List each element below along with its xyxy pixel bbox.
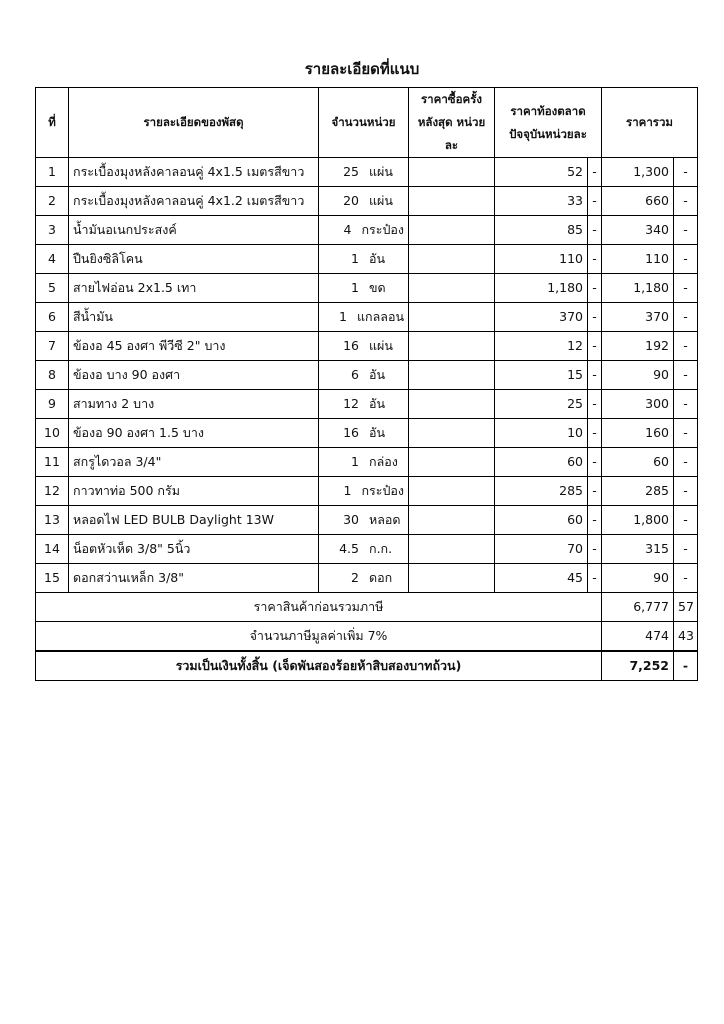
row-quantity: [319, 535, 409, 564]
row-description: ปืนยิงซิลิโคน: [69, 245, 319, 274]
row-total: 285: [602, 477, 674, 506]
row-market-price: 70: [495, 535, 588, 564]
quantity-unit: แผ่น: [369, 163, 393, 179]
row-quantity: [319, 216, 409, 245]
quantity-value: 30: [343, 511, 359, 527]
header-last-price: ราคาซื้อครั้งหลังสุด หน่วยละ: [409, 88, 495, 158]
row-total-satang: -: [674, 535, 698, 564]
row-total-satang: -: [674, 448, 698, 477]
quantity-unit: อัน: [369, 250, 386, 266]
row-market-price: 85: [495, 216, 588, 245]
row-description: ดอกสว่านเหล็ก 3/8": [69, 564, 319, 593]
table-row: [36, 506, 698, 535]
row-description: สกรูไดวอล 3/4": [69, 448, 319, 477]
quantity-value: 16: [343, 337, 359, 353]
row-market-price-satang: -: [588, 419, 602, 448]
row-market-price-satang: -: [588, 477, 602, 506]
row-total: 340: [602, 216, 674, 245]
row-total-satang: -: [674, 274, 698, 303]
row-description: สามทาง 2 บาง: [69, 390, 319, 419]
vat-value: 474: [602, 622, 674, 652]
row-market-price: 370: [495, 303, 588, 332]
row-market-price: 25: [495, 390, 588, 419]
quantity-unit: กระป๋อง: [361, 221, 404, 237]
quantity-unit: กล่อง: [369, 453, 398, 469]
row-total: 660: [602, 187, 674, 216]
row-market-price: 52: [495, 158, 588, 187]
row-market-price-satang: -: [588, 274, 602, 303]
row-market-price: 1,180: [495, 274, 588, 303]
row-number: 11: [36, 448, 69, 477]
vat-row: [36, 622, 698, 652]
table-row: [36, 187, 698, 216]
row-market-price-satang: -: [588, 216, 602, 245]
row-market-price-satang: -: [588, 303, 602, 332]
row-total: 315: [602, 535, 674, 564]
quantity-unit: กระป๋อง: [361, 482, 404, 498]
subtotal-label: ราคาสินค้าก่อนรวมภาษี: [36, 593, 602, 622]
header-no: ที่: [36, 88, 69, 158]
row-last-price: [409, 216, 495, 245]
quantity-unit: อัน: [369, 424, 386, 440]
quantity-unit: ก.ก.: [369, 540, 393, 556]
row-last-price: [409, 390, 495, 419]
row-last-price: [409, 158, 495, 187]
row-total: 160: [602, 419, 674, 448]
row-market-price-satang: -: [588, 245, 602, 274]
grand-total-row: [36, 651, 698, 681]
quantity-value: 1: [351, 250, 359, 266]
page-title: รายละเอียดที่แนบ: [304, 60, 420, 78]
row-last-price: [409, 303, 495, 332]
row-total: 1,180: [602, 274, 674, 303]
row-description: ข้องอ 45 องศา พีวีซี 2" บาง: [69, 332, 319, 361]
quantity-value: 4: [343, 221, 352, 237]
quantity-unit: ขด: [369, 279, 386, 295]
row-total: 90: [602, 564, 674, 593]
row-total: 1,800: [602, 506, 674, 535]
subtotal-value: 6,777: [602, 593, 674, 622]
quantity-value: 2: [351, 569, 359, 585]
quantity-unit: ดอก: [369, 569, 393, 585]
quantity-value: 1: [339, 308, 347, 324]
row-number: 9: [36, 390, 69, 419]
row-total-satang: -: [674, 477, 698, 506]
quantity-unit: แผ่น: [369, 192, 393, 208]
row-quantity: [319, 448, 409, 477]
row-description: น็อตหัวเห็ด 3/8" 5นิ้ว: [69, 535, 319, 564]
row-quantity: [319, 274, 409, 303]
table-row: [36, 361, 698, 390]
row-quantity: [319, 332, 409, 361]
row-quantity: [319, 477, 409, 506]
quantity-unit: อัน: [369, 395, 386, 411]
quantity-value: 6: [351, 366, 359, 382]
row-quantity: [319, 564, 409, 593]
subtotal-satang: 57: [674, 593, 698, 622]
row-market-price-satang: -: [588, 535, 602, 564]
row-description: ข้องอ บาง 90 องศา: [69, 361, 319, 390]
row-number: 3: [36, 216, 69, 245]
row-total-satang: -: [674, 361, 698, 390]
quantity-unit: หลอด: [369, 511, 401, 527]
row-market-price-satang: -: [588, 390, 602, 419]
table-row: [36, 390, 698, 419]
row-number: 1: [36, 158, 69, 187]
grand-total-value: 7,252: [602, 651, 674, 681]
row-number: 15: [36, 564, 69, 593]
row-number: 8: [36, 361, 69, 390]
quantity-value: 1: [351, 453, 359, 469]
quantity-value: 16: [343, 424, 359, 440]
table-row: [36, 216, 698, 245]
row-last-price: [409, 361, 495, 390]
row-quantity: [319, 245, 409, 274]
row-total: 110: [602, 245, 674, 274]
quantity-value: 20: [343, 192, 359, 208]
grand-total-satang: -: [674, 651, 698, 681]
table-row: [36, 419, 698, 448]
row-last-price: [409, 332, 495, 361]
row-number: 5: [36, 274, 69, 303]
quantity-unit: แผ่น: [369, 337, 393, 353]
row-number: 7: [36, 332, 69, 361]
row-total-satang: -: [674, 158, 698, 187]
row-description: สายไฟอ่อน 2x1.5 เทา: [69, 274, 319, 303]
vat-label: จำนวนภาษีมูลค่าเพิ่ม 7%: [36, 622, 602, 652]
row-quantity: [319, 419, 409, 448]
row-description: น้ำมันอเนกประสงค์: [69, 216, 319, 245]
row-total-satang: -: [674, 506, 698, 535]
row-description: กระเบื้องมุงหลังคาลอนคู่ 4x1.2 เมตรสีขาว: [69, 187, 319, 216]
row-total: 370: [602, 303, 674, 332]
row-market-price-satang: -: [588, 361, 602, 390]
row-market-price-satang: -: [588, 506, 602, 535]
row-total: 300: [602, 390, 674, 419]
table-row: [36, 477, 698, 506]
quantity-value: 4.5: [339, 540, 359, 556]
row-description: กาวทาท่อ 500 กรัม: [69, 477, 319, 506]
row-description: หลอดไฟ LED BULB Daylight 13W: [69, 506, 319, 535]
row-quantity: [319, 187, 409, 216]
row-quantity: [319, 361, 409, 390]
table-row: [36, 158, 698, 187]
table-row: [36, 564, 698, 593]
quantity-value: 12: [343, 395, 359, 411]
row-market-price-satang: -: [588, 187, 602, 216]
row-description: สีน้ำมัน: [69, 303, 319, 332]
summary-body: [36, 593, 698, 681]
row-last-price: [409, 187, 495, 216]
row-market-price: 45: [495, 564, 588, 593]
row-total: 192: [602, 332, 674, 361]
items-table: [35, 87, 698, 681]
quantity-value: 25: [343, 163, 359, 179]
row-number: 2: [36, 187, 69, 216]
row-last-price: [409, 448, 495, 477]
row-market-price: 12: [495, 332, 588, 361]
row-number: 4: [36, 245, 69, 274]
row-number: 6: [36, 303, 69, 332]
vat-satang: 43: [674, 622, 698, 652]
table-row: [36, 535, 698, 564]
table-header-row: [36, 88, 698, 158]
row-description: กระเบื้องมุงหลังคาลอนคู่ 4x1.5 เมตรสีขาว: [69, 158, 319, 187]
row-total-satang: -: [674, 216, 698, 245]
quantity-value: 1: [351, 279, 359, 295]
quantity-value: 1: [343, 482, 352, 498]
row-last-price: [409, 506, 495, 535]
header-quantity: จำนวนหน่วย: [319, 88, 409, 158]
row-market-price: 285: [495, 477, 588, 506]
row-quantity: [319, 158, 409, 187]
table-row: [36, 245, 698, 274]
row-last-price: [409, 535, 495, 564]
row-market-price: 33: [495, 187, 588, 216]
row-total-satang: -: [674, 187, 698, 216]
row-total-satang: -: [674, 332, 698, 361]
row-market-price-satang: -: [588, 158, 602, 187]
subtotal-row: [36, 593, 698, 622]
header-total: ราคารวม: [602, 88, 698, 158]
grand-total-label: รวมเป็นเงินทั้งสิ้น (เจ็ดพันสองร้อยห้าสิบสองบาทถ้วน): [36, 651, 602, 681]
row-last-price: [409, 419, 495, 448]
row-quantity: [319, 303, 409, 332]
quantity-unit: อัน: [369, 366, 386, 382]
row-number: 10: [36, 419, 69, 448]
row-market-price-satang: -: [588, 448, 602, 477]
row-total-satang: -: [674, 390, 698, 419]
items-body: [36, 158, 698, 593]
row-market-price: 60: [495, 448, 588, 477]
row-market-price-satang: -: [588, 564, 602, 593]
row-number: 14: [36, 535, 69, 564]
row-total-satang: -: [674, 564, 698, 593]
row-market-price: 60: [495, 506, 588, 535]
row-last-price: [409, 245, 495, 274]
row-market-price: 10: [495, 419, 588, 448]
row-total: 60: [602, 448, 674, 477]
row-total-satang: -: [674, 245, 698, 274]
table-row: [36, 448, 698, 477]
row-total: 90: [602, 361, 674, 390]
row-total: 1,300: [602, 158, 674, 187]
quantity-unit: แกลลอน: [357, 308, 404, 324]
header-market-price: ราคาท้องตลาด ปัจจุบันหน่วยละ: [495, 88, 602, 158]
row-number: 12: [36, 477, 69, 506]
table-row: [36, 274, 698, 303]
table-row: [36, 332, 698, 361]
row-last-price: [409, 274, 495, 303]
row-total-satang: -: [674, 419, 698, 448]
row-market-price-satang: -: [588, 332, 602, 361]
row-total-satang: -: [674, 303, 698, 332]
row-quantity: [319, 506, 409, 535]
row-quantity: [319, 390, 409, 419]
row-market-price: 15: [495, 361, 588, 390]
row-last-price: [409, 477, 495, 506]
table-row: [36, 303, 698, 332]
header-description: รายละเอียดของพัสดุ: [69, 88, 319, 158]
row-last-price: [409, 564, 495, 593]
row-description: ข้องอ 90 องศา 1.5 บาง: [69, 419, 319, 448]
row-number: 13: [36, 506, 69, 535]
row-market-price: 110: [495, 245, 588, 274]
